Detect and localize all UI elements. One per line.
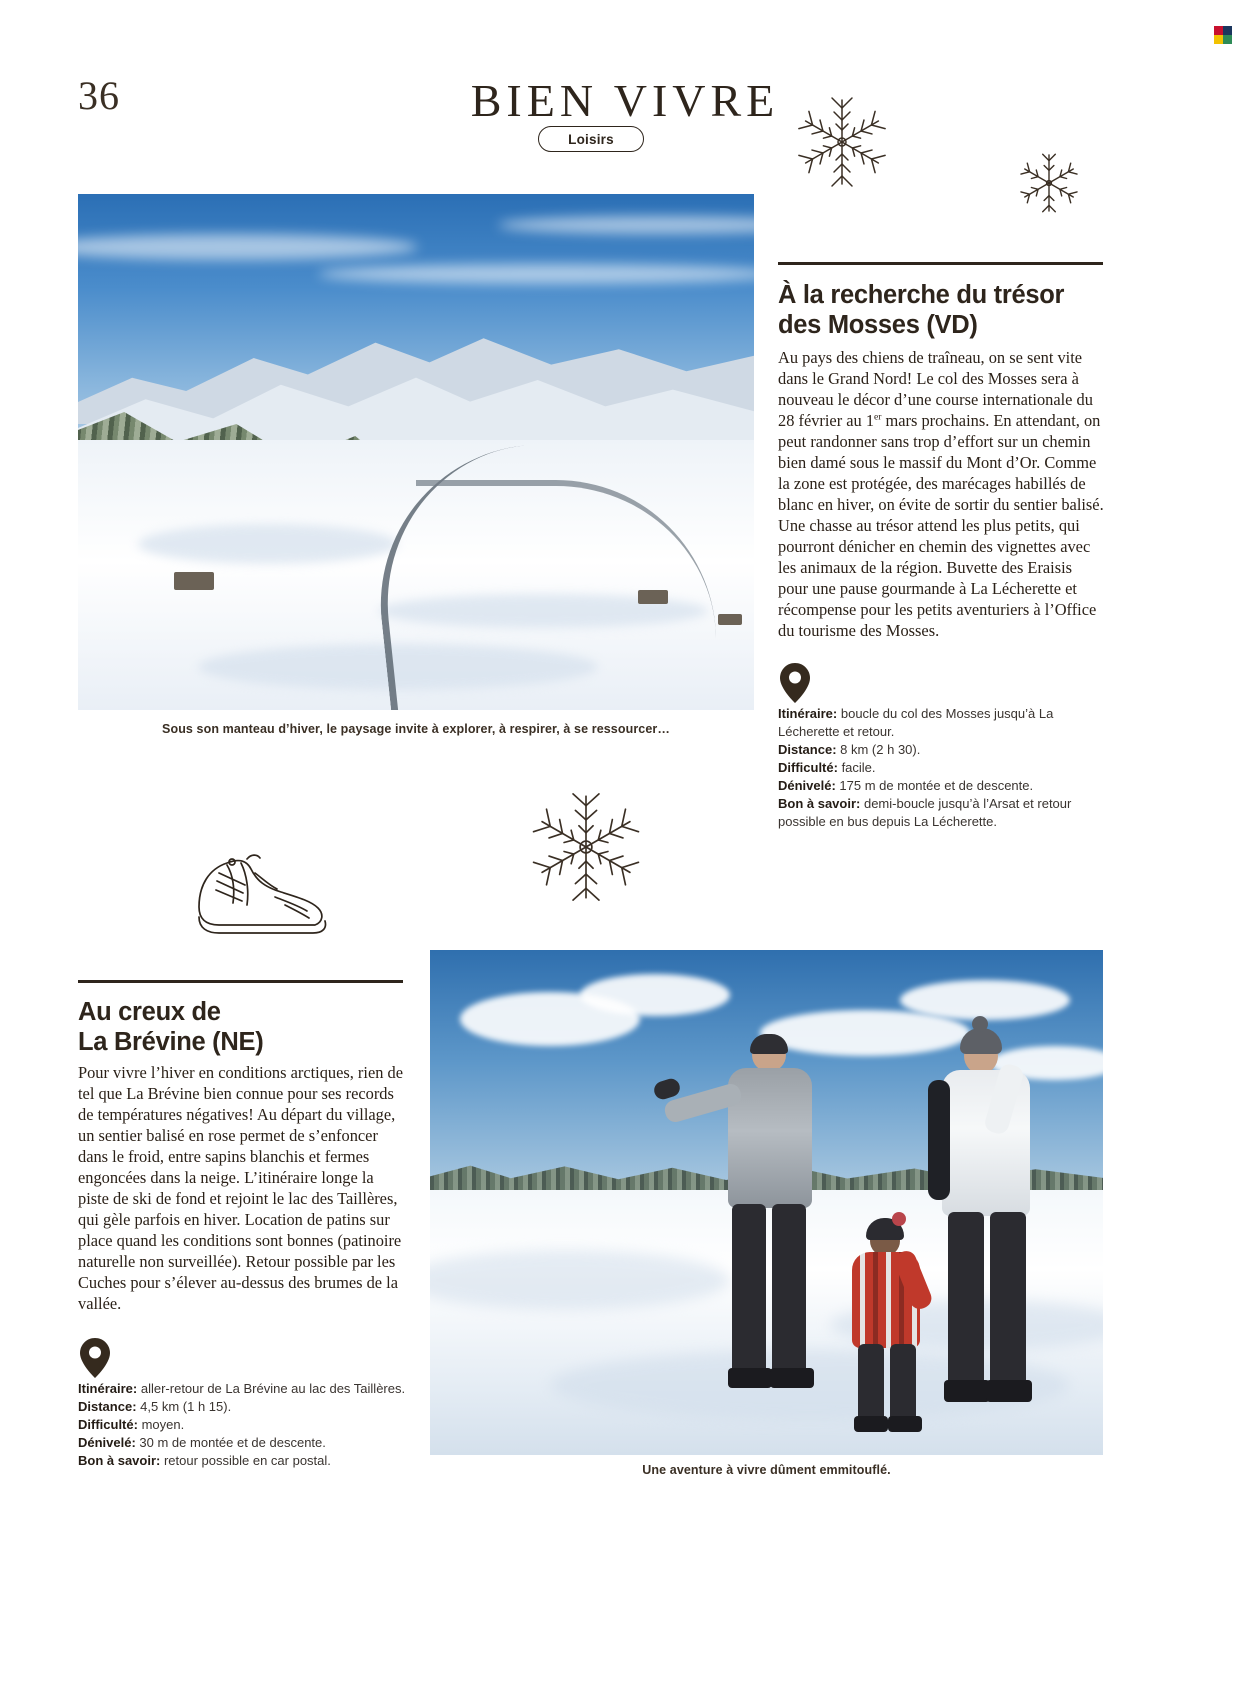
info-line: Difficulté: facile. xyxy=(778,759,876,775)
section-badge: Loisirs xyxy=(538,126,644,152)
photo-caption-top: Sous son manteau d’hiver, le paysage invite à explorer, à respirer, à se ressourcer… xyxy=(162,722,670,736)
info-line: Itinéraire: aller-retour de La Brévine au lac des Taillères. xyxy=(78,1381,406,1396)
aerial-snow-landscape-photo xyxy=(78,194,754,710)
info-line: Dénivelé: 30 m de montée et de descente. xyxy=(78,1434,326,1450)
snowflake-mid-icon xyxy=(527,788,645,906)
article-rule-1 xyxy=(778,262,1103,265)
photo-caption-bottom: Une aventure à vivre dûment emmitouflé. xyxy=(642,1463,891,1477)
map-pin-icon xyxy=(80,1338,110,1378)
article-1-body: Au pays des chiens de traîneau, on se sent vite dans le Grand Nord! Le col des Mosses sera à nouveau le décor d’une course internationale du 28 février au 1er mars prochains. En attendant, on peut randonner sans trop d’effort sur un chemin bien damé sous le massif du Mont d’Or. Comme la zone est protégée, des marécages habillés de blanc en hiver, on évite de sortir du sentier balisé. Une chasse au trésor attend les plus petits, qui pourront dénicher en chemin des vignettes avec les animaux de la région. Buvette des Eraisis pour une pause gourmande à La Lécherette et récompense pour les petits aventuriers à l’Office du tourisme des Mosses. xyxy=(778,348,1104,640)
info-line: Distance: 8 km (2 h 30). xyxy=(778,741,921,757)
info-line: Bon à savoir: retour possible en car postal. xyxy=(78,1452,331,1468)
article-1-title-line2: des Mosses (VD) xyxy=(778,311,978,340)
page-title: BIEN VIVRE xyxy=(470,75,780,126)
article-1-title xyxy=(778,280,1108,340)
article-2-title-line2: La Brévine (NE) xyxy=(78,1028,264,1057)
page-number: 36 xyxy=(78,73,120,118)
family-on-frozen-lake-photo xyxy=(430,950,1103,1455)
snowflake-large-icon xyxy=(792,92,892,192)
info-line: Itinéraire: boucle du col des Mosses jusqu’à La Lécherette et retour. xyxy=(778,706,1054,739)
info-line: Dénivelé: 175 m de montée et de descente. xyxy=(778,777,1034,793)
snowflake-small-icon xyxy=(1014,148,1084,218)
article-1-info xyxy=(778,705,1108,831)
article-2-body: Pour vivre l’hiver en conditions arctiques, rien de tel que La Brévine bien connue pour ses records de températures négatives! Au départ du village, un sentier balisé en rose permet de s’enfoncer dans le froid, entre sapins blanchis et fermes engoncées dans la neige. L’itinéraire longe la piste de ski de fond et rejoint le lac des Taillères, qui gèle parfois en hiver. Location de patins sur place quand les conditions sont bonnes (patinoire naturelle non surveillée). Retour possible par les Cuches pour s’élever au-dessus des brumes de la vallée. xyxy=(78,1063,403,1313)
info-line: Bon à savoir: demi-boucle jusqu’à l’Arsat et retour possible en bus depuis La Lécherette. xyxy=(778,795,1072,829)
figure-child xyxy=(844,1226,936,1446)
hiking-shoe-icon xyxy=(185,845,335,940)
print-registration-mark xyxy=(1214,26,1232,44)
article-1-title-line1: À la recherche du trésor xyxy=(778,281,1065,309)
figure-adult-right xyxy=(924,1034,1054,1444)
article-2-info xyxy=(78,1380,408,1470)
info-line: Distance: 4,5 km (1 h 15). xyxy=(78,1398,232,1414)
article-rule-2 xyxy=(78,980,403,983)
info-line: Difficulté: moyen. xyxy=(78,1416,185,1432)
map-pin-icon xyxy=(780,663,810,703)
article-2-title xyxy=(78,997,408,1057)
figure-adult-left xyxy=(706,1038,836,1438)
article-2-title-line1: Au creux de xyxy=(78,998,221,1026)
